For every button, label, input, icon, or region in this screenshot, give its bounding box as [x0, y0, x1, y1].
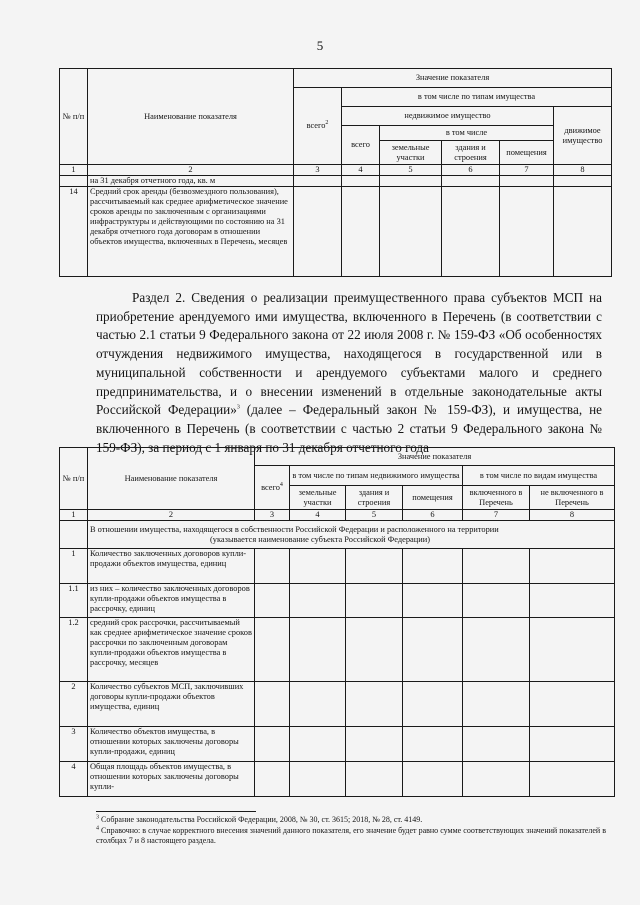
value-header: Значение показателя: [294, 69, 612, 88]
buildings-header: здания и строения: [346, 486, 403, 510]
land-header: земельные участки: [380, 141, 442, 165]
included-header: включенного в Перечень: [463, 486, 530, 510]
table-section2: [59, 447, 615, 797]
index-row: 1 2 3 4 5 6 7 8: [60, 510, 615, 521]
table-row: 14 Средний срок аренды (безвозмездного пользования), рассчитываемый как среднее арифметическое значение сроков аренды по заключенным с организациями инфраструктуры и действующими по состоянию на 31 декабря отчетного года договорам в отношении объектов имущества, включенных в Перечень, месяцев: [60, 187, 612, 277]
by-type-header: в том числе по типам недвижимого имущества: [290, 466, 463, 486]
footnote-4: $^4$ Справочно: в случае корректного внесения значений данного показателя, его значение будет равно сумме соответствующих значений показателей в столбцах 7 и 8 настоящего раздела.: [96, 825, 606, 845]
col-num-header: № п/п: [60, 69, 88, 165]
table-row: 1.2 средний срок рассрочки, рассчитываемый как среднее арифметическое значение сроков рассрочки по заключенным договорам купли-продажи объектов имущества в рассрочку, месяцев: [60, 618, 615, 682]
not-included-header: не включенного в Перечень: [530, 486, 615, 510]
table-row: 2 Количество субъектов МСП, заключивших договоры купли-продажи объектов имущества, единиц: [60, 682, 615, 727]
footnote-divider: [96, 811, 256, 812]
total-header: всего$^2$: [294, 88, 342, 165]
movable-header: движимое имущество: [554, 107, 612, 165]
section2-heading: Раздел 2. Сведения о реализации преимущественного права субъектов МСП на приобретение арендуемого ими имущества, включенного в Перечень (в соответствии с частью 2.1 статьи 9 Федерального закона от 22 июля 2008 г. № 159-ФЗ «Об особенностях отчуждения недвижимого имущества, находящегося в государственной или в муниципальной собственности и арендуемого субъектами малого и среднего предпринимательства, и о внесении изменений в отдельные законодательные акты Российской Федерации»$^3$ (далее – Федеральный закон № 159-ФЗ), и имущества, не включенного в Перечень (в соответствии с частью 2 статьи 9 Федерального закона № 159-ФЗ), за период с 1 января по 31 декабря отчетного года: [96, 290, 602, 455]
land-header: земельные участки: [290, 486, 346, 510]
col-num-header: № п/п: [60, 448, 88, 510]
buildings-header: здания и строения: [442, 141, 500, 165]
immovable-total-header: всего: [342, 126, 380, 165]
table-section1-continued: [59, 68, 612, 277]
col-name-header: Наименование показателя: [88, 69, 294, 165]
page-number: 5: [316, 38, 324, 53]
immovable-header: недвижимое имущество: [342, 107, 554, 126]
premises-header: помещения: [500, 141, 554, 165]
premises-header: помещения: [403, 486, 463, 510]
territory-hint: (указывается наименование субъекта Российской Федерации): [210, 534, 431, 544]
by-kind-header: в том числе по видам имущества: [463, 466, 615, 486]
index-row: 1 2 3 4 5 6 7 8: [60, 165, 612, 176]
table-row: 4 Общая площадь объектов имущества, в отношении которых заключены договоры купли-: [60, 762, 615, 797]
by-type-header: в том числе по типам имущества: [342, 88, 612, 107]
territory-span-row: [60, 521, 615, 549]
col-name-header: Наименование показателя: [88, 448, 255, 510]
table-row: на 31 декабря отчетного года, кв. м: [60, 176, 612, 187]
table-row: 1.1 из них – количество заключенных договоров купли-продажи объектов имущества в рассрочку, единиц: [60, 584, 615, 618]
incl-header: в том числе: [380, 126, 554, 141]
table-row: 3 Количество объектов имущества, в отношении которых заключены договоры купли-продажи, единиц: [60, 727, 615, 762]
territory-text: В отношении имущества, находящегося в собственности Российской Федерации и расположенного на территории: [90, 524, 499, 534]
total-header: всего$^4$: [255, 466, 290, 510]
value-header: Значение показателя: [255, 448, 615, 466]
table-row: 1 Количество заключенных договоров купли-продажи объектов имущества, единиц: [60, 549, 615, 584]
footnote-3: $^3$ Собрание законодательства Российской Федерации, 2008, № 30, ст. 3615; 2018, № 28, ст. 4149.: [96, 814, 423, 824]
